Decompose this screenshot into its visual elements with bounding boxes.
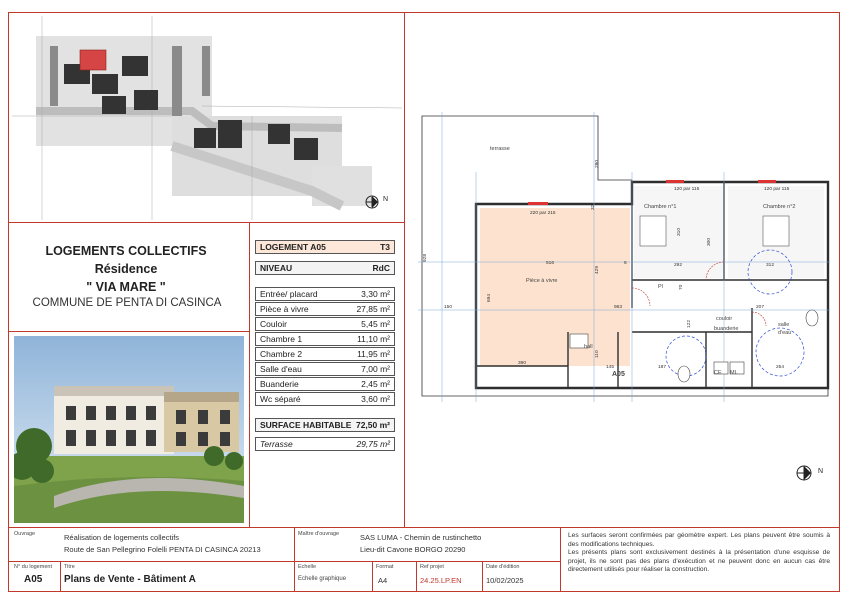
- room-label-living: Pièce à vivre: [526, 278, 558, 284]
- notes-paragraph-2: Les présents plans sont exclusivement destinés à la présentation d'une esquisse de projet, ils ne sont pas des plans d'exécution et ne peuvent donc en aucun cas être directement utilisés pour réaliser la construction.: [568, 549, 830, 574]
- room-label: Couloir: [260, 319, 287, 329]
- dim-928: 928: [423, 253, 428, 262]
- dim-window-220: 220 par 215: [530, 211, 556, 216]
- dim-963: 963: [614, 305, 623, 310]
- dim-122: 122: [687, 319, 692, 328]
- title-commune: COMMUNE DE PENTA DI CASINCA: [32, 297, 222, 309]
- total-value: 72,50 m²: [355, 420, 390, 430]
- date-value: 10/02/2025: [486, 576, 524, 585]
- room-label-sde2: d'eau: [778, 330, 792, 336]
- logement-label: LOGEMENT A05: [260, 242, 326, 252]
- table-row: [255, 377, 395, 391]
- room-label: Chambre 2: [260, 349, 303, 359]
- room-area: 7,00 m²: [361, 364, 390, 374]
- title-line3: " VIA MARE ": [86, 280, 166, 294]
- dim-310: 310: [677, 227, 682, 236]
- room-label-terrasse: terrasse: [490, 146, 510, 152]
- divider-title-photo: [8, 331, 249, 332]
- dim-300: 300: [707, 237, 712, 246]
- dim-429: 429: [595, 265, 600, 274]
- table-header: [255, 240, 395, 254]
- logement-type: T3: [380, 242, 390, 252]
- format-label: Format: [376, 564, 394, 570]
- moa-line1: SAS LUMA - Chemin de rustinchetto: [360, 533, 482, 542]
- room-label: Buanderie: [260, 379, 299, 389]
- dim-280: 280: [595, 159, 600, 168]
- table-row: [255, 287, 395, 301]
- terrace-label: Terrasse: [260, 439, 293, 449]
- titre-value: Plans de Vente - Bâtiment A: [64, 574, 196, 585]
- dim-32: 32: [591, 204, 596, 210]
- echelle-label: Echelle: [298, 564, 317, 570]
- moa-label: Maître d'ouvrage: [298, 531, 340, 537]
- dim-312: 312: [766, 263, 775, 268]
- dim-110: 110: [595, 350, 600, 358]
- room-label-hall: hall: [584, 344, 593, 350]
- room-label-chambre1: Chambre n°1: [644, 204, 677, 210]
- dim-window-120a: 120 par 115: [674, 187, 700, 192]
- room-label: Chambre 1: [260, 334, 303, 344]
- divider-left-right: [404, 12, 405, 527]
- divider-map-title: [8, 222, 404, 223]
- moa-line2: Lieu-dit Cavone BORGO 20290: [360, 545, 466, 554]
- room-area: 11,95 m²: [357, 349, 390, 359]
- cartouche-sep2: [294, 527, 295, 592]
- room-area: 3,60 m²: [361, 394, 390, 404]
- dim-150: 150: [444, 305, 453, 310]
- cartouche-sep4: [416, 561, 417, 592]
- dim-70: 70: [679, 284, 684, 290]
- table-terrace: [255, 437, 395, 451]
- room-label-sde1: salle: [778, 322, 790, 328]
- room-label: Wc séparé: [260, 394, 301, 404]
- room-area: 5,45 m²: [361, 319, 390, 329]
- title-line1: LOGEMENTS COLLECTIFS: [45, 244, 207, 258]
- terrace-value: 29,75 m²: [356, 439, 390, 449]
- site-map: [12, 16, 402, 220]
- table-row: [255, 362, 395, 376]
- titre-label: Titre: [64, 564, 75, 570]
- north-letter-map: N: [383, 196, 389, 203]
- room-label: Pièce à vivre: [260, 304, 309, 314]
- title-line2: Résidence: [94, 262, 158, 276]
- table-level: [255, 261, 395, 275]
- notes-paragraph-1: Les surfaces seront confirmées par géomètre expert. Les plans peuvent être soumis à des modifications techniques.: [568, 532, 830, 548]
- format-value: A4: [378, 576, 388, 585]
- room-label-buanderie: buanderie: [714, 326, 739, 332]
- dim-187: 187: [658, 365, 667, 370]
- floor-plan-drawing: [418, 112, 830, 402]
- cartouche-mid: [8, 561, 560, 562]
- room-label-ml: ML: [730, 370, 738, 376]
- table-row: [255, 302, 395, 316]
- room-area: 27,85 m²: [356, 304, 390, 314]
- table-row: [255, 347, 395, 361]
- dim-390: 390: [518, 361, 527, 366]
- dim-207: 207: [756, 305, 765, 310]
- dim-292: 292: [674, 263, 683, 268]
- ouvrage-line2: Route de San Pellegrino Folelli PENTA DI CASINCA 20213: [64, 545, 261, 554]
- dim-145: 145: [606, 365, 615, 370]
- north-arrow-plan: [792, 462, 826, 484]
- disclaimer-notes: [568, 532, 830, 575]
- building-rendering: [14, 336, 244, 523]
- room-label-chambre2: Chambre n°2: [763, 204, 796, 210]
- room-label-couloir: couloir: [716, 316, 733, 322]
- north-arrow-map: [360, 192, 390, 212]
- table-row: [255, 392, 395, 406]
- divider-title-table: [249, 222, 250, 527]
- north-letter-plan: N: [818, 468, 824, 475]
- level-label: NIVEAU: [260, 263, 293, 273]
- room-label: Salle d'eau: [260, 364, 302, 374]
- room-area: 3,30 m²: [361, 289, 390, 299]
- cartouche-sep3: [372, 561, 373, 592]
- room-label: Entrée/ placard: [260, 289, 318, 299]
- table-row: [255, 317, 395, 331]
- room-label-ce: CE: [714, 370, 722, 376]
- ref-label: Ref projet: [420, 564, 444, 570]
- site-map-drawing: [12, 16, 402, 220]
- cartouche-sep6: [560, 527, 561, 592]
- floor-plan: [418, 112, 830, 402]
- ouvrage-line1: Réalisation de logements collectifs: [64, 533, 180, 542]
- cartouche-top: [8, 527, 840, 528]
- dim-694: 694: [487, 293, 492, 302]
- table-row: [255, 332, 395, 346]
- date-label: Date d'édition: [486, 564, 520, 570]
- cartouche-sep5: [482, 561, 483, 592]
- table-total: [255, 418, 395, 432]
- dim-6: 6: [624, 261, 627, 266]
- room-label-pl: Pl: [658, 284, 663, 290]
- dim-516: 516: [546, 261, 555, 266]
- ouvrage-label: Ouvrage: [14, 531, 36, 537]
- unit-label: A05: [612, 371, 625, 378]
- logement-number-label: N° du logement: [14, 564, 52, 570]
- logement-number-value: A05: [24, 574, 43, 585]
- room-area: 2,45 m²: [361, 379, 390, 389]
- total-label: SURFACE HABITABLE: [260, 420, 352, 430]
- cartouche-sep1: [60, 561, 61, 592]
- ref-value: 24.25.LP.EN: [420, 576, 462, 585]
- room-area: 11,10 m²: [357, 334, 390, 344]
- dim-window-120b: 120 par 115: [764, 187, 790, 192]
- level-value: RdC: [372, 263, 390, 273]
- echelle-value: Echelle graphique: [298, 576, 347, 582]
- dim-254: 254: [776, 365, 785, 370]
